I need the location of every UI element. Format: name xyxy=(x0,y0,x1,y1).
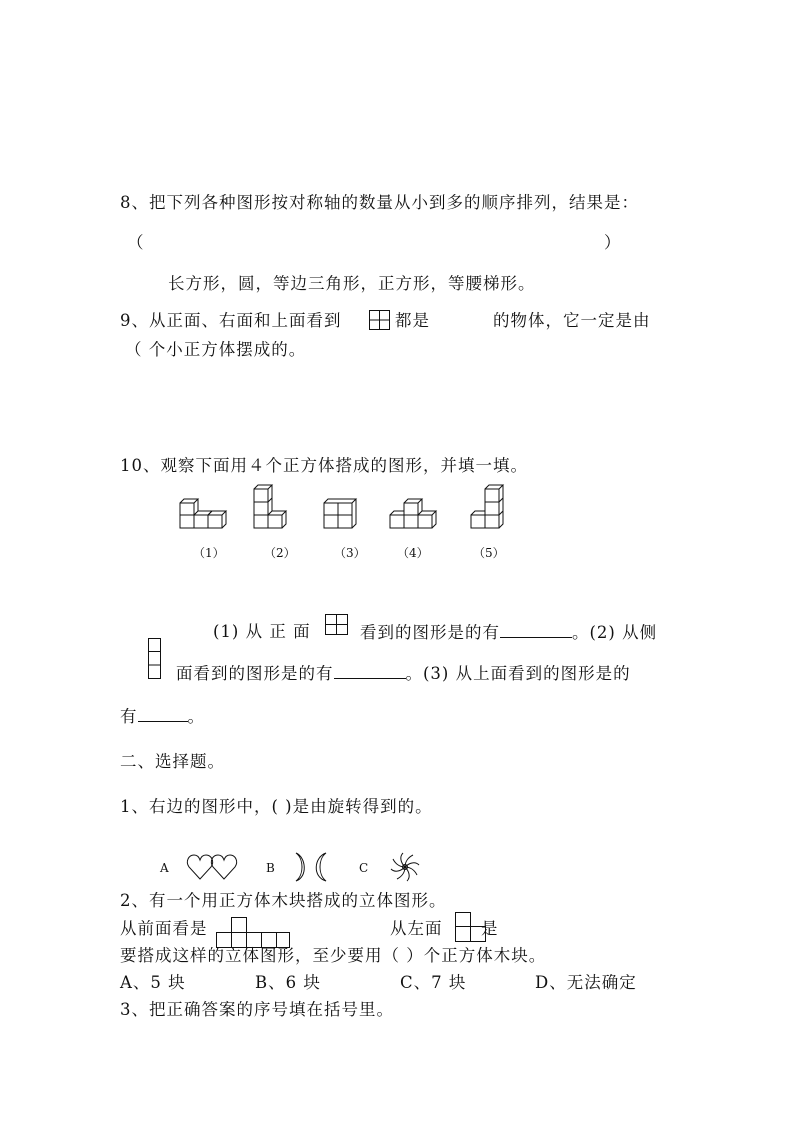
q10-sentence3-a-text: 有 xyxy=(120,707,138,726)
q8-shapes: 长方形，圆，等边三角形，正方形，等腰梯形。 xyxy=(168,274,536,293)
q9-line2: （ 个小正方体摆成的。 xyxy=(125,340,307,359)
section2-title: 二、选择题。 xyxy=(120,752,225,771)
cube-figure-5 xyxy=(469,483,509,531)
column-3-icon xyxy=(148,638,162,680)
cube-figure-1 xyxy=(178,496,228,530)
q10-sentence2-b-text: 。(3) 从上面看到的图形是的 xyxy=(405,664,631,683)
q8-paren-close: ） xyxy=(604,233,622,252)
c3-prompt: 3、把正确答案的序号填在括号里。 xyxy=(120,1000,394,1019)
figure-label-2: （2） xyxy=(264,546,296,560)
cube-figure-3 xyxy=(322,496,362,530)
c2-option-b: B、6 块 xyxy=(255,973,321,992)
q10-sentence3-b-text: 。 xyxy=(187,707,205,726)
double-crescent-icon xyxy=(294,851,328,883)
pinwheel-swirl-icon xyxy=(388,850,422,884)
figure-label-3: （3） xyxy=(334,546,366,560)
cube-figure-2 xyxy=(252,483,292,531)
c2-left-label: 从左面 xyxy=(390,919,443,938)
q9-l-shape-icon xyxy=(369,310,391,330)
c1-option-b-label: B xyxy=(266,861,275,875)
q8-paren-open: （ xyxy=(127,233,145,252)
cube-figure-4 xyxy=(388,496,438,530)
c1-prompt: 1、右边的图形中，( )是由旋转得到的。 xyxy=(120,797,433,816)
q10-sentence3 xyxy=(120,706,205,727)
q10-blank-1[interactable] xyxy=(500,622,572,638)
q9-part1: 9、从正面、右面和上面看到 xyxy=(120,311,342,330)
q10-prompt: 10、观察下面用４个正方体搭成的图形，并填一填。 xyxy=(120,456,528,475)
c2-option-c: C、7 块 xyxy=(400,973,467,992)
q10-sentence1-b xyxy=(360,622,657,643)
c2-prompt: 2、有一个用正方体木块搭成的立体图形。 xyxy=(120,891,447,910)
q10-blank-2[interactable] xyxy=(334,663,406,679)
c1-option-c-label: C xyxy=(359,861,369,875)
double-heart-icon xyxy=(187,853,239,881)
square-2x2-icon xyxy=(325,614,349,636)
q10-sentence1-c-text: 。(2) 从侧 xyxy=(572,623,658,642)
figure-label-1: （1） xyxy=(193,546,225,560)
q10-sentence2 xyxy=(176,663,631,684)
c1-option-a-label: A xyxy=(160,861,169,875)
c2-front-label: 从前面看是 xyxy=(120,919,208,938)
q10-sentence2-a-text: 面看到的图形是的有 xyxy=(176,664,334,683)
q9-part3: 的物体，它一定是由 xyxy=(493,311,651,330)
q9-part2: 都是 xyxy=(395,311,430,330)
figure-label-4: （4） xyxy=(397,546,429,560)
c2-left-tail: 是 xyxy=(481,919,499,938)
q10-sentence1-b-text: 看到的图形是的有 xyxy=(360,623,500,642)
q10-blank-3[interactable] xyxy=(138,706,188,722)
c2-option-a: A、5 块 xyxy=(120,973,186,992)
q10-sentence1-a: (1) 从 正 面 xyxy=(213,622,311,641)
c2-ask: 要搭成这样的立体图形，至少要用（ ）个正方体木块。 xyxy=(120,946,547,965)
figure-label-5: （5） xyxy=(473,546,505,560)
q8-prompt: 8、把下列各种图形按对称轴的数量从小到多的顺序排列，结果是： xyxy=(120,193,639,212)
c2-option-d: D、无法确定 xyxy=(535,973,637,992)
